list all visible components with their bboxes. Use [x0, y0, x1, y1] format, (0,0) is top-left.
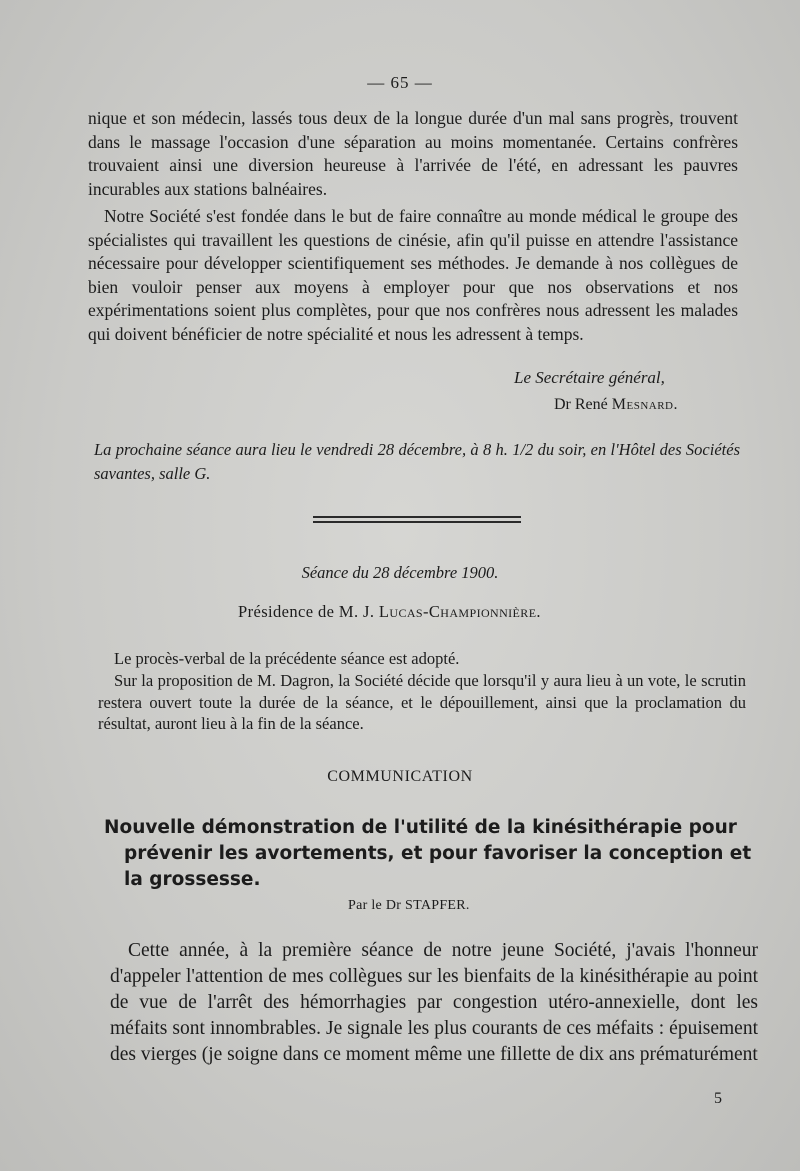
page-number: — 65 —	[367, 73, 433, 92]
paragraph-minutes: Le procès-verbal de la précédente séance est adopté.	[114, 649, 460, 668]
signature-surname: Mesnard.	[611, 396, 678, 413]
separator-rule-bottom	[313, 521, 521, 523]
separator-rule-top	[313, 516, 521, 518]
session-heading-text: Séance du 28 décembre 1900.	[301, 563, 499, 582]
article-title	[104, 815, 752, 893]
article-body-paragraph: Cette année, à la première séance de notre jeune Société, j'avais l'honneur d'appeler l'attention de mes collègues sur les bienfaits de la kinésithérapie au point de vue de l'arrêt des hémorrhagies par congestion utéro-annexielle, dont les méfaits sont innombrables. Je signale les plus courants de ces méfaits : épuisement des vierges (je soigne dans ce moment même une fillette de dix ans prématurément	[110, 940, 758, 1065]
presidency-line	[238, 602, 541, 622]
signature-mark: 5	[714, 1090, 722, 1107]
paragraph-vote-procedure: Sur la proposition de M. Dagron, la Société décide que lorsqu'il y aura lieu à un vote, le scrutin restera ouvert toute la durée de la séance, et le dépouillement, ainsi que la proclamation du résultat, auront lieu à la fin de la séance.	[98, 671, 746, 733]
article-title-line2: prévenir les avortements, et pour favoriser la conception et la grossesse.	[124, 843, 752, 890]
byline: Par le Dr STAPFER.	[348, 898, 470, 913]
paragraph-society-purpose: Notre Société s'est fondée dans le but de faire connaître au monde médical le groupe des spécialistes qui travaillent les questions de cinésie, afin qu'il puisse en attendre l'assistance nécessaire pour développer scientifiquement ses méthodes. Je demande à nos collègues de bien vouloir penser aux moyens à employer pour que nos observations et nos expérimentations soient plus complètes, pour que nos confrères nous adressent les malades qui doivent bénéficier de notre spécialité et nous les adressent à temps.	[88, 206, 738, 344]
signature-role: Le Secrétaire général,	[514, 368, 665, 387]
signature-name-line	[554, 396, 678, 414]
signature-prefix: Dr René	[554, 396, 608, 413]
next-session-notice: La prochaine séance aura lieu le vendredi 28 décembre, à 8 h. 1/2 du soir, en l'Hôtel des Sociétés savantes, salle G.	[94, 440, 740, 483]
presidency-name: Lucas-Championnière.	[378, 602, 541, 621]
paragraph-continuation: nique et son médecin, lassés tous deux de la longue durée d'un mal sans progrès, trouvent dans le massage l'occasion d'une séparation au moins momentanée. Certains confrères trouvaient ainsi une diversion heureuse à l'arrivée de l'été, en adressant les pauvres incurables aux stations balnéaires.	[88, 108, 738, 199]
session-heading	[0, 563, 800, 583]
article-title-line1: Nouvelle démonstration de l'utilité de la kinésithérapie pour	[104, 817, 737, 838]
presidency-prefix: Présidence de M. J.	[238, 602, 375, 621]
section-heading: COMMUNICATION	[327, 768, 473, 785]
